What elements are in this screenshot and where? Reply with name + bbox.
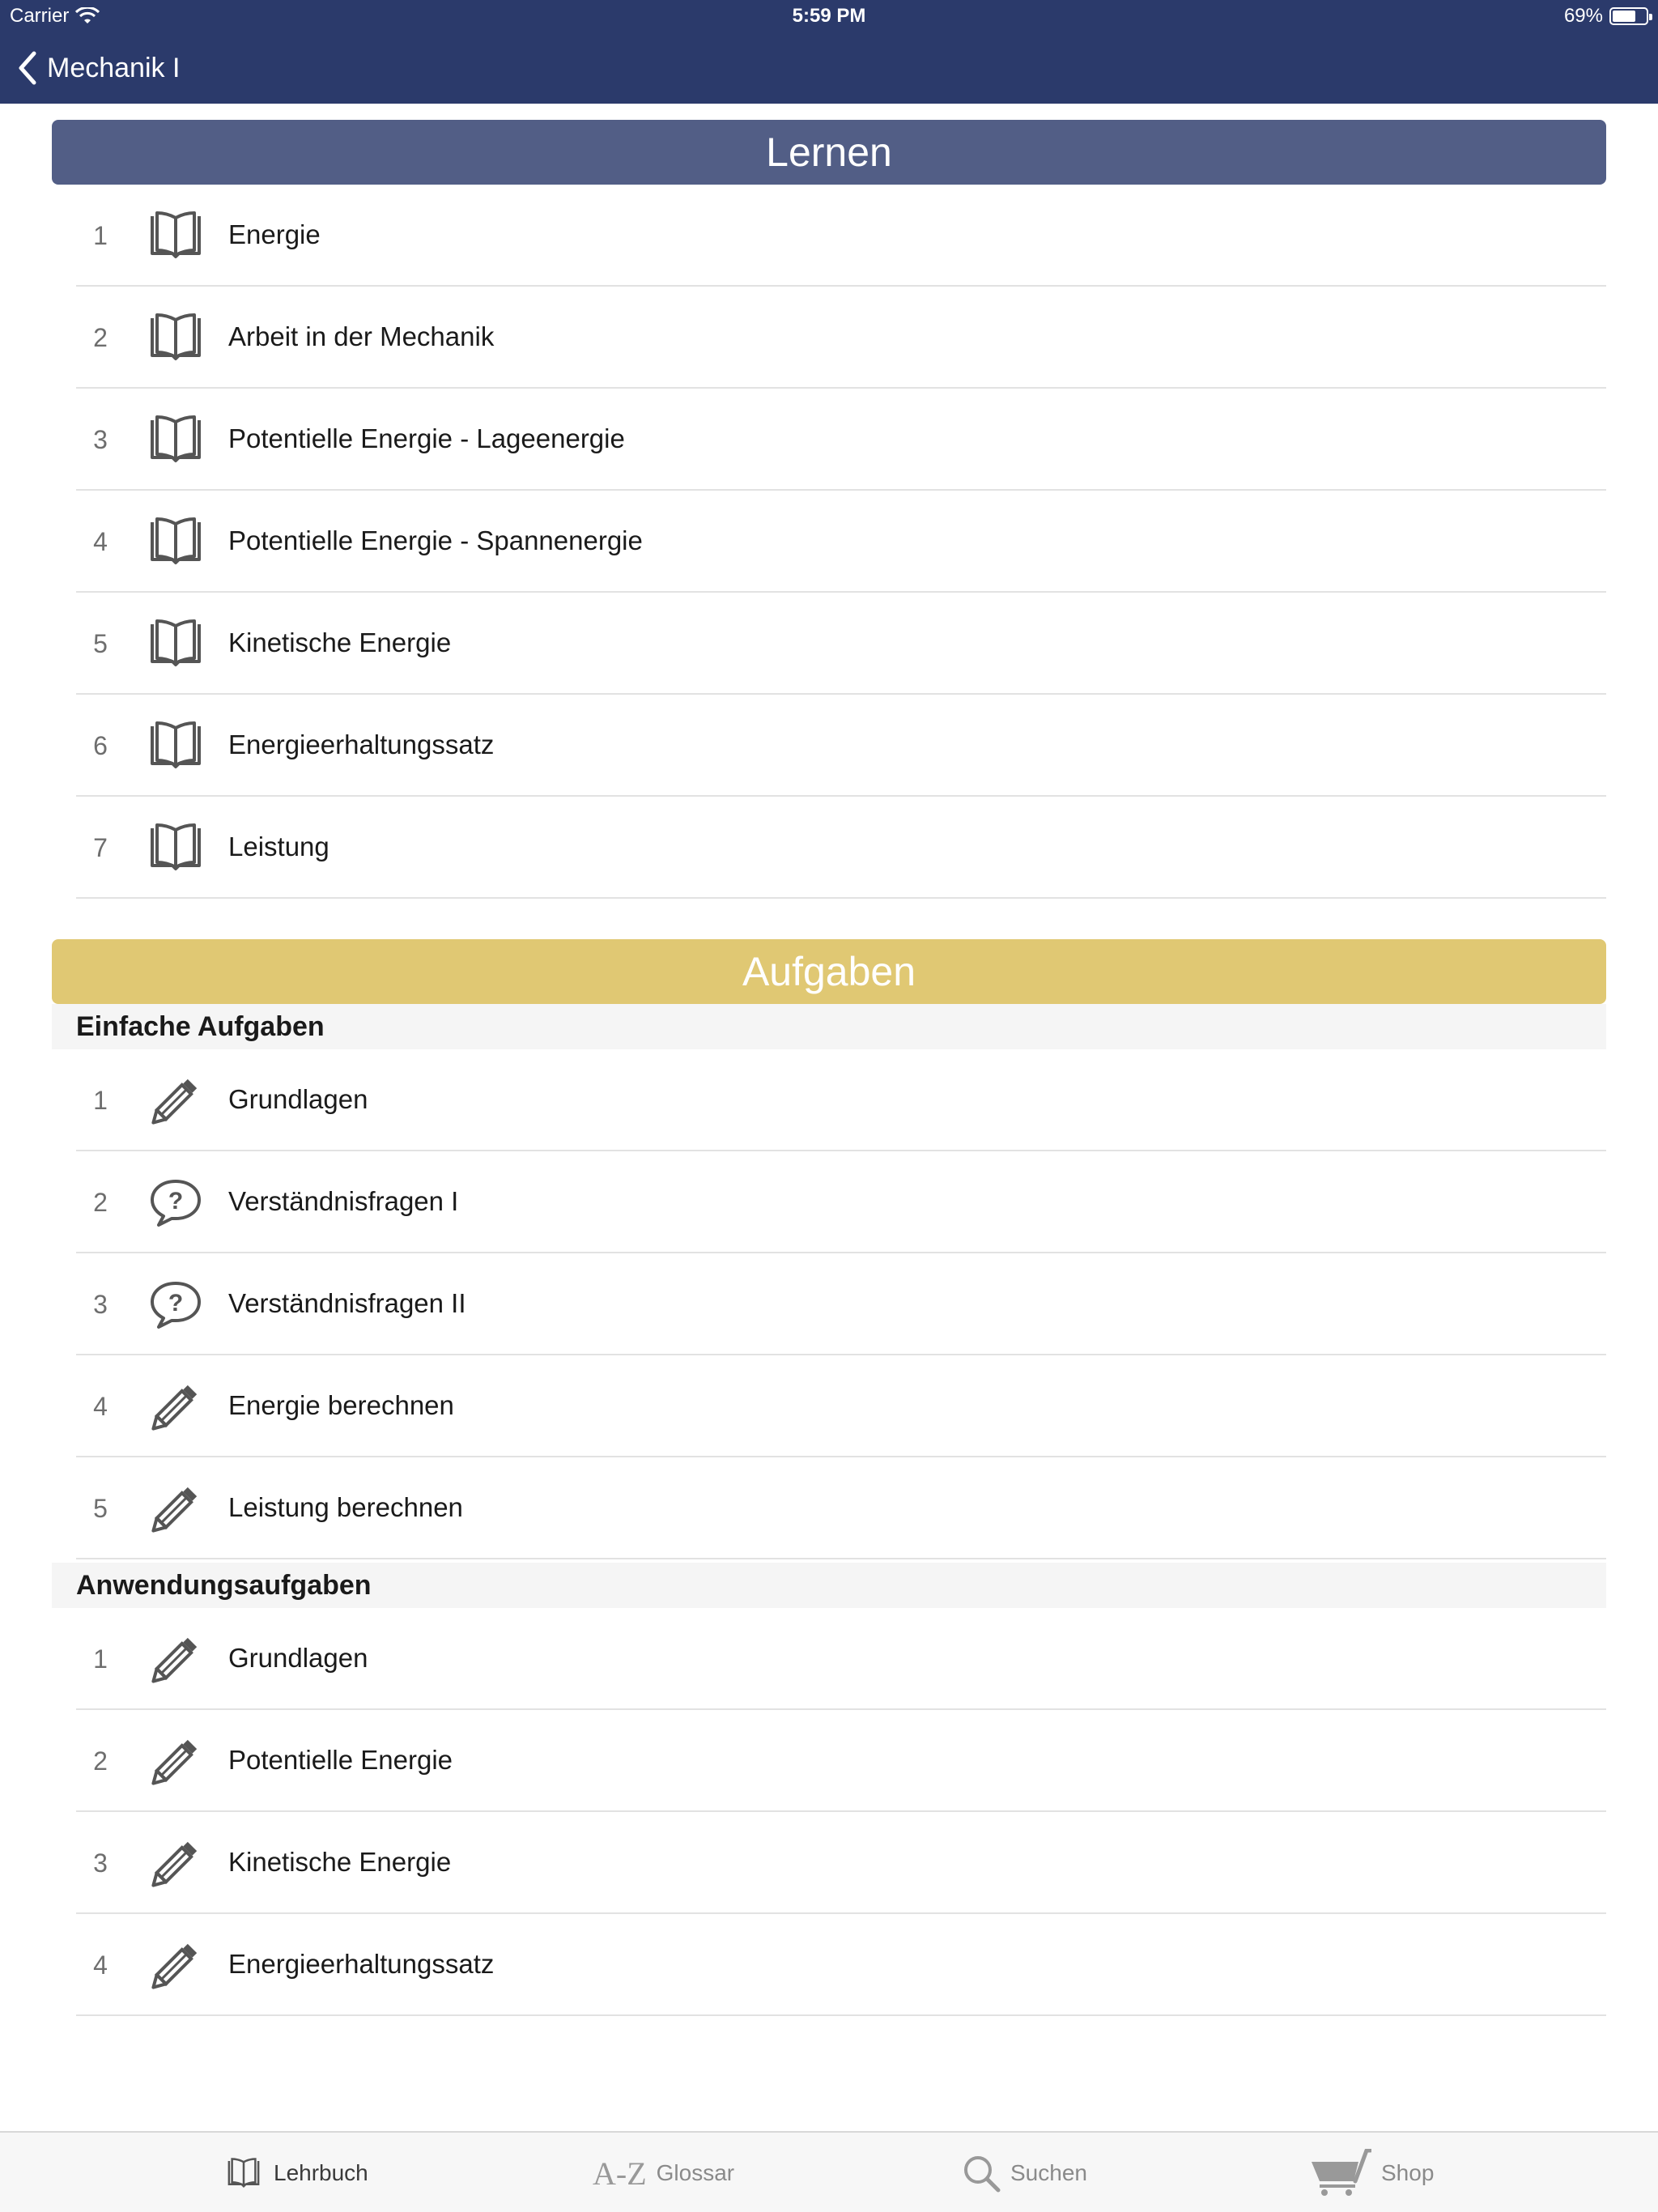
item-number: 1 <box>93 1644 108 1674</box>
item-number: 2 <box>93 323 108 352</box>
item-number: 3 <box>93 1848 108 1878</box>
simple-tasks-list <box>76 1049 1606 1559</box>
question-bubble-icon <box>149 1176 202 1228</box>
item-title: Potentielle Energie <box>228 1745 453 1775</box>
simple-tasks-subheader: Einfache Aufgaben <box>52 1004 1606 1049</box>
pencil-icon <box>149 1735 202 1787</box>
item-title: Potentielle Energie - Spannenergie <box>228 525 643 555</box>
list-item[interactable] <box>76 1710 1606 1812</box>
list-item[interactable] <box>76 1253 1606 1355</box>
list-item[interactable] <box>76 593 1606 695</box>
list-item[interactable] <box>76 1151 1606 1253</box>
question-bubble-icon <box>149 1278 202 1330</box>
item-number: 4 <box>93 1950 108 1980</box>
list-item[interactable] <box>76 1355 1606 1457</box>
list-item[interactable] <box>76 1608 1606 1710</box>
list-item[interactable] <box>76 491 1606 593</box>
list-item[interactable] <box>76 1049 1606 1151</box>
status-bar <box>0 0 1658 36</box>
learn-section-header: Lernen <box>52 120 1606 185</box>
carrier-label: Carrier <box>10 5 70 27</box>
search-icon <box>962 2154 1001 2193</box>
status-time: 5:59 PM <box>792 5 866 27</box>
item-title: Kinetische Energie <box>228 627 452 657</box>
book-icon <box>149 822 202 874</box>
battery-fill <box>1613 11 1635 22</box>
tab-glossar[interactable] <box>593 2133 734 2212</box>
list-item[interactable] <box>76 1457 1606 1559</box>
book-icon <box>149 312 202 364</box>
tab-bar <box>0 2131 1658 2212</box>
item-title: Leistung berechnen <box>228 1492 463 1522</box>
item-title: Energie berechnen <box>228 1390 454 1420</box>
list-item[interactable] <box>76 695 1606 797</box>
tab-shop[interactable] <box>1310 2133 1434 2212</box>
item-title: Grundlagen <box>228 1084 368 1114</box>
list-item[interactable] <box>76 389 1606 491</box>
book-icon <box>149 210 202 262</box>
item-title: Verständnisfragen I <box>228 1186 459 1216</box>
item-number: 2 <box>93 1188 108 1217</box>
item-title: Leistung <box>228 832 329 861</box>
list-item[interactable] <box>76 185 1606 287</box>
book-icon <box>149 414 202 466</box>
applied-tasks-list <box>76 1608 1606 2016</box>
battery-percent: 69% <box>1563 5 1603 27</box>
battery-area <box>1564 5 1648 28</box>
book-icon <box>223 2157 264 2189</box>
back-label: Mechanik I <box>47 52 181 83</box>
item-number: 5 <box>93 629 108 658</box>
list-item[interactable] <box>76 1914 1606 2016</box>
item-title: Energieerhaltungssatz <box>228 730 495 759</box>
pencil-icon <box>149 1939 202 1991</box>
item-number: 6 <box>93 731 108 760</box>
book-icon <box>149 720 202 772</box>
list-item[interactable] <box>76 287 1606 389</box>
item-number: 4 <box>93 527 108 556</box>
pencil-icon <box>149 1633 202 1685</box>
item-number: 3 <box>93 425 108 454</box>
pencil-icon <box>149 1074 202 1126</box>
item-title: Verständnisfragen II <box>228 1288 466 1318</box>
item-number: 5 <box>93 1494 108 1523</box>
az-icon: A-Z <box>593 2155 647 2192</box>
item-title: Kinetische Energie <box>228 1847 452 1877</box>
tab-label: Glossar <box>656 2160 735 2185</box>
chevron-left-icon <box>16 50 37 86</box>
tab-label: Lehrbuch <box>274 2160 368 2185</box>
item-title: Potentielle Energie - Lageenergie <box>228 423 625 453</box>
item-number: 4 <box>93 1392 108 1421</box>
item-number: 2 <box>93 1746 108 1776</box>
tab-suchen[interactable] <box>962 2133 1087 2212</box>
battery-icon <box>1609 7 1648 25</box>
svg-text:?: ? <box>168 1188 184 1214</box>
pencil-icon <box>149 1837 202 1889</box>
tab-lehrbuch[interactable] <box>223 2133 368 2212</box>
item-number: 1 <box>93 1086 108 1115</box>
tasks-section-header: Aufgaben <box>52 939 1606 1004</box>
book-icon <box>149 516 202 568</box>
pencil-icon <box>149 1482 202 1534</box>
item-number: 7 <box>93 833 108 862</box>
list-item[interactable] <box>76 1812 1606 1914</box>
top-bar <box>0 0 1658 104</box>
tab-label: Suchen <box>1010 2160 1087 2185</box>
item-number: 3 <box>93 1290 108 1319</box>
item-title: Arbeit in der Mechanik <box>228 321 495 351</box>
item-title: Energie <box>228 219 321 249</box>
svg-text:?: ? <box>168 1290 184 1317</box>
tab-label: Shop <box>1381 2160 1435 2185</box>
pencil-icon <box>149 1380 202 1432</box>
item-title: Energieerhaltungssatz <box>228 1949 495 1979</box>
back-button[interactable] <box>16 47 180 89</box>
applied-tasks-subheader: Anwendungsaufgaben <box>52 1563 1606 1608</box>
list-item[interactable] <box>76 797 1606 899</box>
learn-list <box>76 185 1606 899</box>
item-title: Grundlagen <box>228 1643 368 1673</box>
item-number: 1 <box>93 221 108 250</box>
cart-icon <box>1310 2149 1371 2197</box>
book-icon <box>149 618 202 670</box>
